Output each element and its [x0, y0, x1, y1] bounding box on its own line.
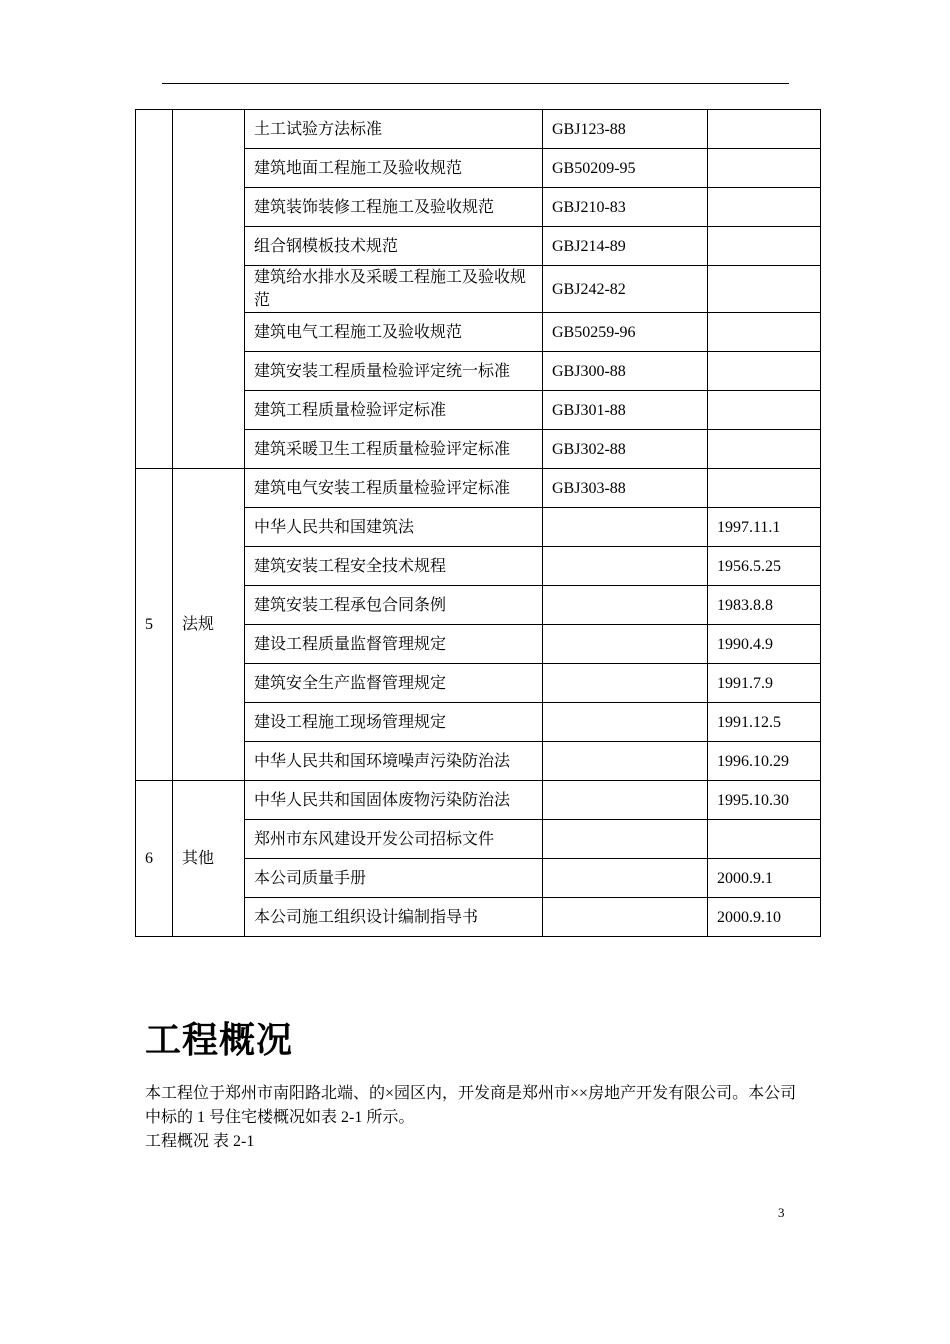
date-cell: 1997.11.1: [708, 508, 821, 547]
section-body: [145, 1082, 810, 1154]
date-cell: 1956.5.25: [708, 547, 821, 586]
standard-name-cell: 建筑给水排水及采暖工程施工及验收规范: [245, 266, 543, 313]
standard-code-cell: GBJ303-88: [543, 469, 708, 508]
header-rule: [162, 83, 789, 84]
date-cell: 1990.4.9: [708, 625, 821, 664]
standards-table: [135, 109, 821, 937]
section-title: 工程概况: [145, 1020, 294, 1061]
standard-code-cell: GBJ210-83: [543, 188, 708, 227]
category-cell: 其他: [173, 781, 245, 937]
standard-code-cell: GBJ301-88: [543, 391, 708, 430]
date-cell: [708, 110, 821, 149]
table-caption: 工程概况 表 2-1: [145, 1133, 255, 1150]
standard-code-cell: GB50259-96: [543, 313, 708, 352]
standard-code-cell: [543, 508, 708, 547]
date-cell: 1996.10.29: [708, 742, 821, 781]
standard-name-cell: 中华人民共和国环境噪声污染防治法: [245, 742, 543, 781]
standard-name-cell: 建筑装饰装修工程施工及验收规范: [245, 188, 543, 227]
standard-code-cell: GBJ214-89: [543, 227, 708, 266]
date-cell: 2000.9.1: [708, 859, 821, 898]
standard-code-cell: GBJ300-88: [543, 352, 708, 391]
standard-code-cell: [543, 625, 708, 664]
date-cell: [708, 313, 821, 352]
standard-code-cell: GBJ242-82: [543, 266, 708, 313]
standard-code-cell: [543, 898, 708, 937]
standard-name-cell: 中华人民共和国建筑法: [245, 508, 543, 547]
category-cell: [173, 110, 245, 469]
standard-code-cell: GBJ123-88: [543, 110, 708, 149]
standards-table-body: [136, 110, 821, 937]
standard-name-cell: 建筑地面工程施工及验收规范: [245, 149, 543, 188]
standard-code-cell: [543, 781, 708, 820]
standard-code-cell: [543, 742, 708, 781]
standard-name-cell: 中华人民共和国固体废物污染防治法: [245, 781, 543, 820]
date-cell: 1991.7.9: [708, 664, 821, 703]
standard-name-cell: 建筑电气安装工程质量检验评定标准: [245, 469, 543, 508]
date-cell: [708, 820, 821, 859]
table-row: [136, 781, 821, 820]
standard-code-cell: GB50209-95: [543, 149, 708, 188]
date-cell: [708, 430, 821, 469]
date-cell: 1983.8.8: [708, 586, 821, 625]
date-cell: [708, 352, 821, 391]
date-cell: 2000.9.10: [708, 898, 821, 937]
standard-name-cell: 建筑电气工程施工及验收规范: [245, 313, 543, 352]
standard-name-cell: 建设工程质量监督管理规定: [245, 625, 543, 664]
standard-code-cell: GBJ302-88: [543, 430, 708, 469]
date-cell: [708, 149, 821, 188]
standard-name-cell: 建筑采暖卫生工程质量检验评定标准: [245, 430, 543, 469]
row-number-cell: 5: [136, 469, 173, 781]
standard-name-cell: 组合钢模板技术规范: [245, 227, 543, 266]
date-cell: [708, 469, 821, 508]
standard-name-cell: 本公司质量手册: [245, 859, 543, 898]
date-cell: [708, 391, 821, 430]
table-row: [136, 469, 821, 508]
standard-name-cell: 郑州市东风建设开发公司招标文件: [245, 820, 543, 859]
page-number: 3: [778, 1205, 785, 1220]
date-cell: [708, 188, 821, 227]
row-number-cell: [136, 110, 173, 469]
standard-code-cell: [543, 547, 708, 586]
date-cell: 1995.10.30: [708, 781, 821, 820]
date-cell: [708, 227, 821, 266]
row-number-cell: 6: [136, 781, 173, 937]
standard-name-cell: 建筑安全生产监督管理规定: [245, 664, 543, 703]
standard-name-cell: 建筑工程质量检验评定标准: [245, 391, 543, 430]
standard-code-cell: [543, 664, 708, 703]
project-overview-paragraph: 本工程位于郑州市南阳路北端、的×园区内，开发商是郑州市××房地产开发有限公司。本公司中标的 1 号住宅楼概况如表 2-1 所示。: [145, 1085, 797, 1126]
standard-name-cell: 建筑安装工程质量检验评定统一标准: [245, 352, 543, 391]
standard-name-cell: 本公司施工组织设计编制指导书: [245, 898, 543, 937]
standard-name-cell: 土工试验方法标准: [245, 110, 543, 149]
category-cell: 法规: [173, 469, 245, 781]
date-cell: 1991.12.5: [708, 703, 821, 742]
date-cell: [708, 266, 821, 313]
standard-code-cell: [543, 586, 708, 625]
standard-code-cell: [543, 859, 708, 898]
standard-name-cell: 建设工程施工现场管理规定: [245, 703, 543, 742]
standard-name-cell: 建筑安装工程承包合同条例: [245, 586, 543, 625]
table-row: [136, 110, 821, 149]
standard-name-cell: 建筑安装工程安全技术规程: [245, 547, 543, 586]
standard-code-cell: [543, 703, 708, 742]
standard-code-cell: [543, 820, 708, 859]
